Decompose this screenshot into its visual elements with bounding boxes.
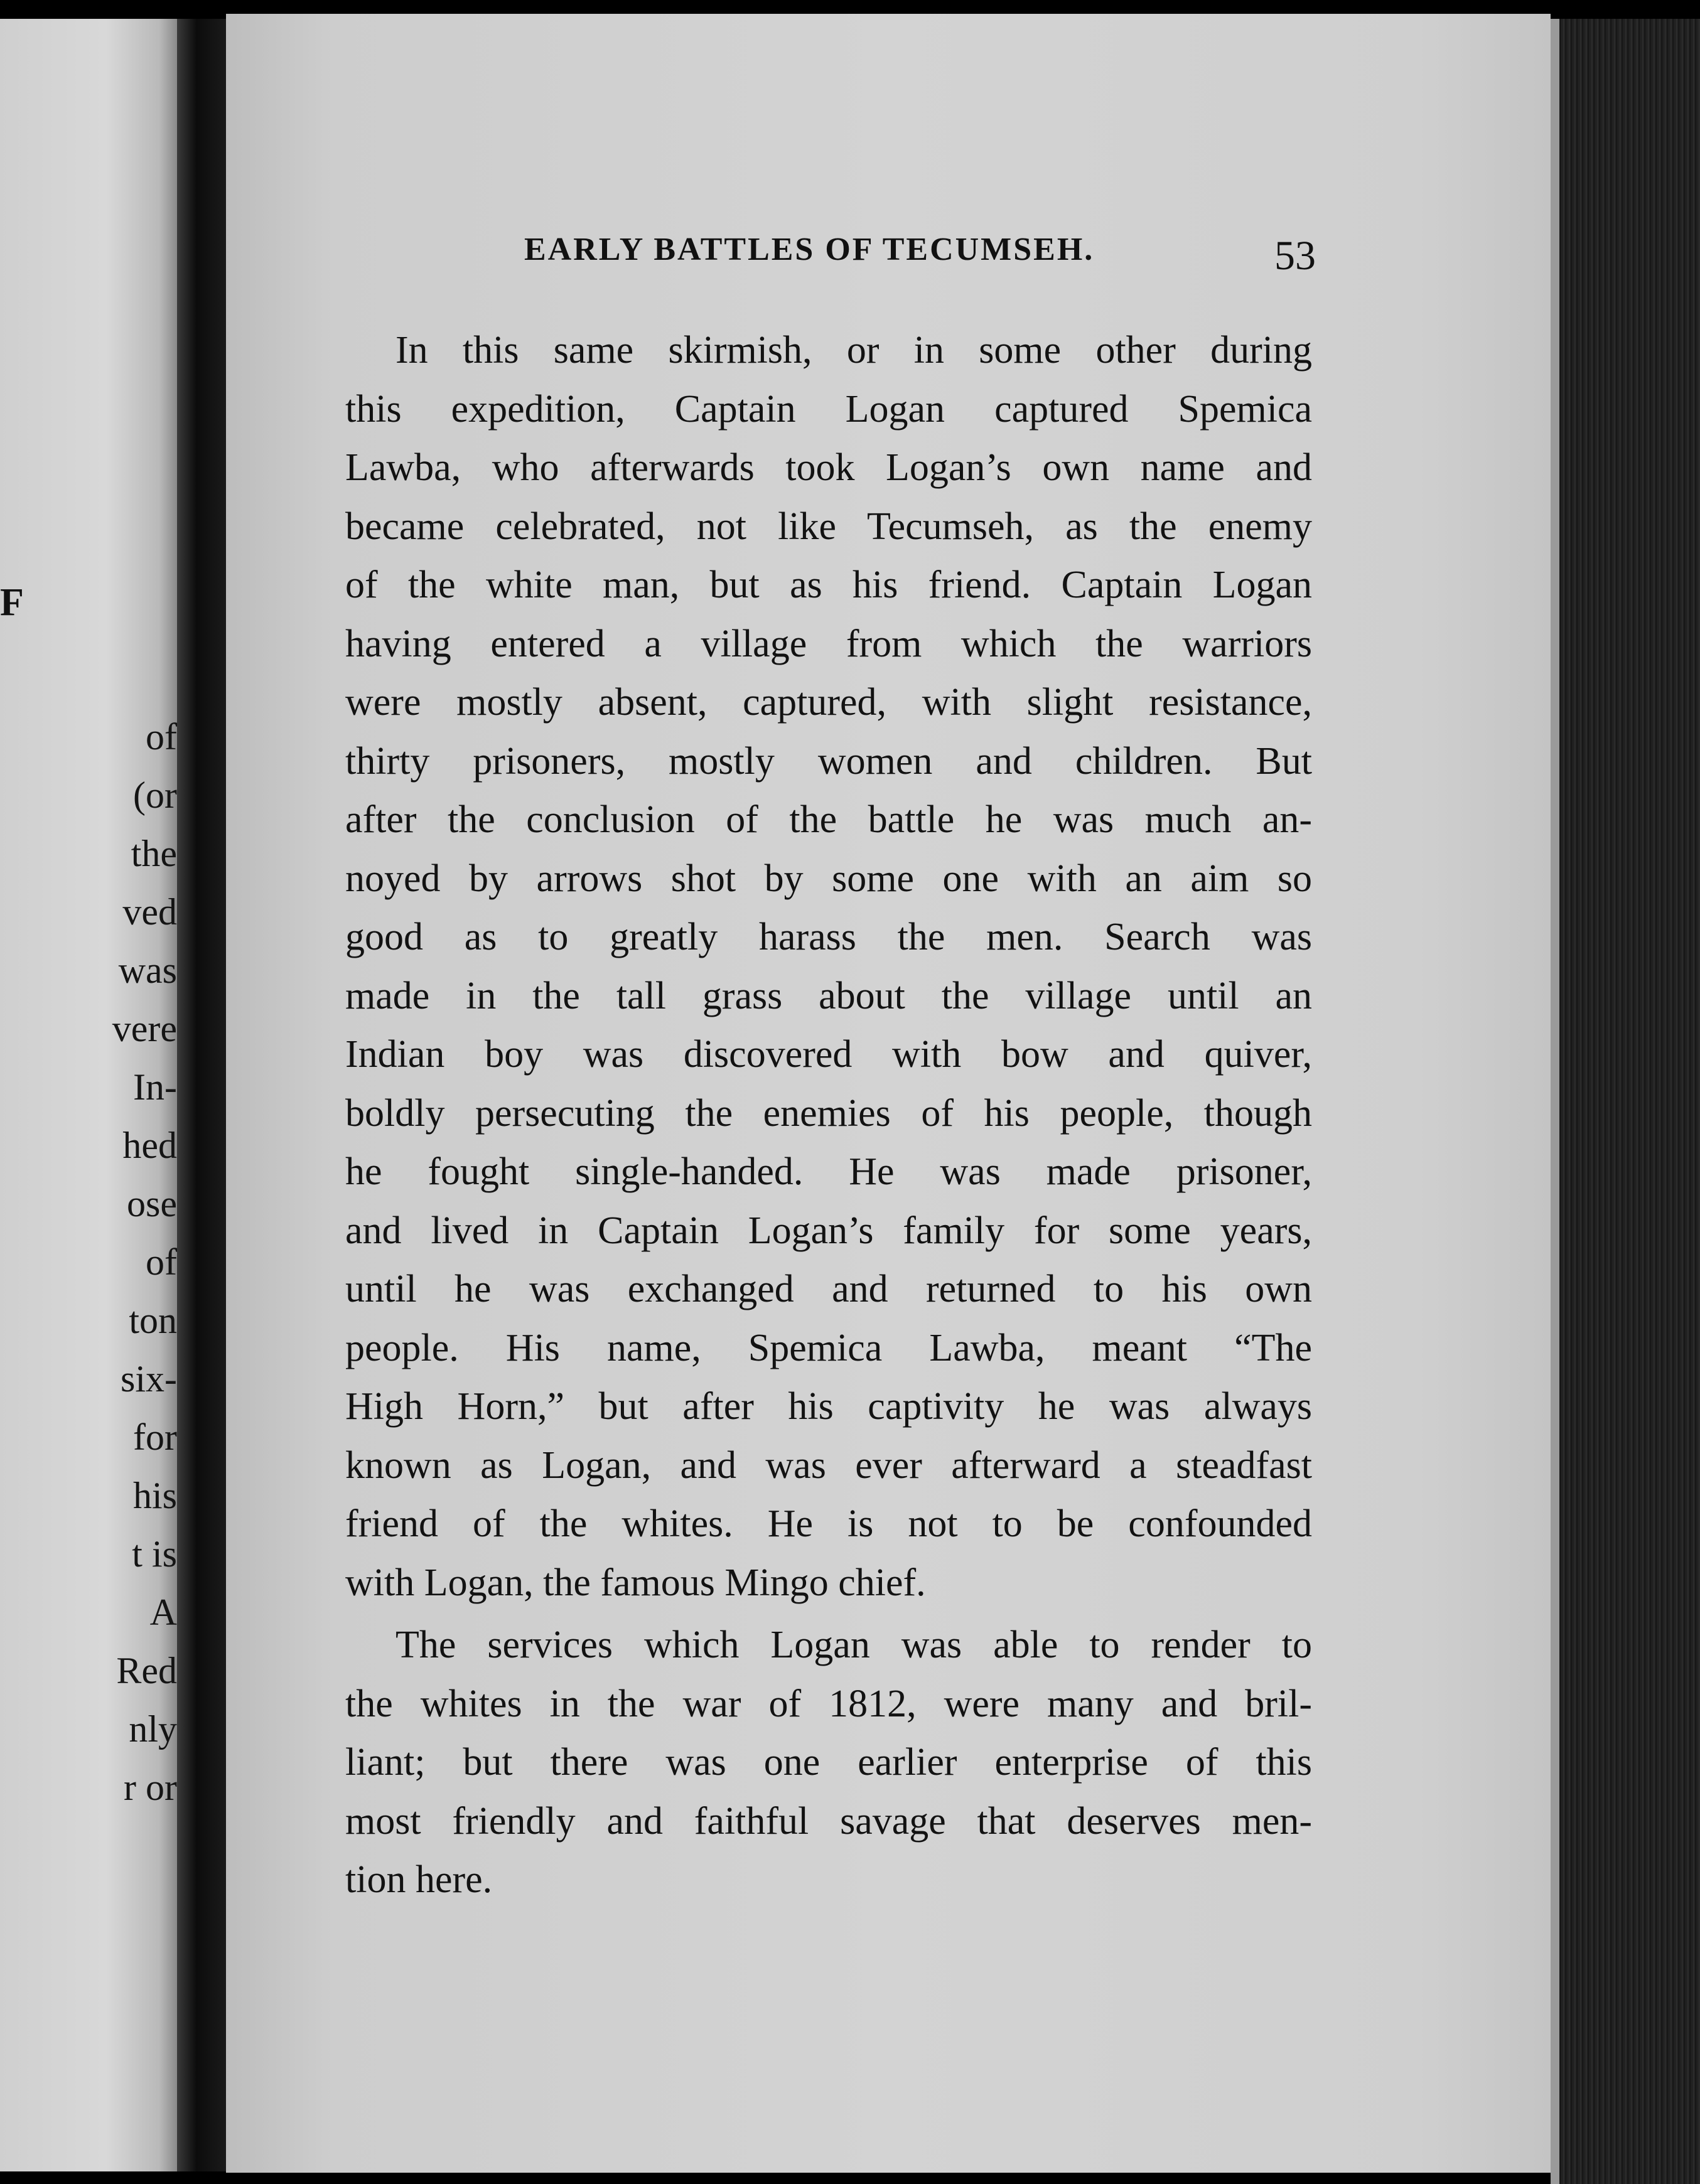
text-line: The services which Logan was able to render to [395,1624,1312,1666]
left-page-fragment: F [0,581,24,624]
left-page-fragment: his [132,1475,177,1516]
text-line: with Logan, the famous Mingo chief. [345,1561,926,1604]
text-line: became celebrated, not like Tecumseh, as the enemy [345,505,1312,548]
left-page-fragment: for [133,1416,177,1458]
left-page-fragment: ved [122,891,177,933]
left-page-fragment: ose [127,1183,177,1224]
left-page-fragment: vere [112,1008,177,1049]
left-page-fragment: A [149,1592,177,1633]
text-line: most friendly and faithful savage that deserves men- [345,1799,1312,1843]
left-page-fragment: of [146,716,177,757]
text-line: he fought single-handed. He was made prisoner, [345,1150,1312,1193]
text-line: In this same skirmish, or in some other during [395,329,1312,372]
text-line: people. His name, Spemica Lawba, meant “The [345,1326,1312,1369]
text-line: thirty prisoners, mostly women and children. But [345,739,1312,783]
text-line: Indian boy was discovered with bow and quiver, [345,1033,1312,1076]
text-line: liant; but there was one earlier enterprise of this [345,1741,1312,1784]
left-page-fragment: ton [129,1300,177,1341]
text-line: friend of the whites. He is not to be confounded [345,1502,1312,1545]
text-line: having entered a village from which the warriors [345,622,1312,665]
text-line: made in the tall grass about the village until an [345,974,1312,1017]
page-edge-highlight [1551,19,1559,2184]
text-line: tion here. [345,1858,493,1901]
text-line: were mostly absent, captured, with slight resistance, [345,681,1312,724]
running-head: EARLY BATTLES OF TECUMSEH. [524,232,1095,267]
text-line: after the conclusion of the battle he was much an- [345,798,1312,841]
left-page-fragment: nly [129,1708,177,1750]
left-page-fragment: In- [133,1066,177,1108]
left-page-fragment: Red [116,1650,177,1691]
book-gutter [177,19,226,2171]
text-line: of the white man, but as his friend. Captain Logan [345,564,1312,606]
left-facing-page [0,19,177,2171]
text-line: noyed by arrows shot by some one with an aim so [345,857,1312,900]
book-fore-edge [1551,19,1700,2184]
left-page-fragment: six- [121,1358,177,1400]
left-page-fragment: t is [132,1533,177,1575]
left-page-fragment: of [146,1241,177,1283]
left-page-fragment: r or [124,1767,177,1808]
text-line: until he was exchanged and returned to his own [345,1268,1312,1310]
text-line: High Horn,” but after his captivity he was always [345,1385,1312,1428]
left-page-fragment: (or [133,774,177,816]
text-line: the whites in the war of 1812, were many and bril- [345,1682,1312,1725]
text-line: and lived in Captain Logan’s family for some years, [345,1209,1312,1252]
text-line: this expedition, Captain Logan captured Spemica [345,387,1312,431]
left-page-fragment: the [131,833,177,874]
text-line: Lawba, who afterwards took Logan’s own name and [345,446,1312,489]
page-number: 53 [1274,233,1316,279]
paragraph [345,321,1312,1612]
paragraph [345,1616,1312,1910]
left-page-fragment: hed [122,1125,177,1166]
text-line: good as to greatly harass the men. Search was [345,916,1312,958]
text-line: boldly persecuting the enemies of his people, though [345,1091,1312,1135]
text-line: known as Logan, and was ever afterward a steadfast [345,1443,1312,1487]
body-text [345,321,1312,1910]
left-page-fragment: was [118,950,177,991]
